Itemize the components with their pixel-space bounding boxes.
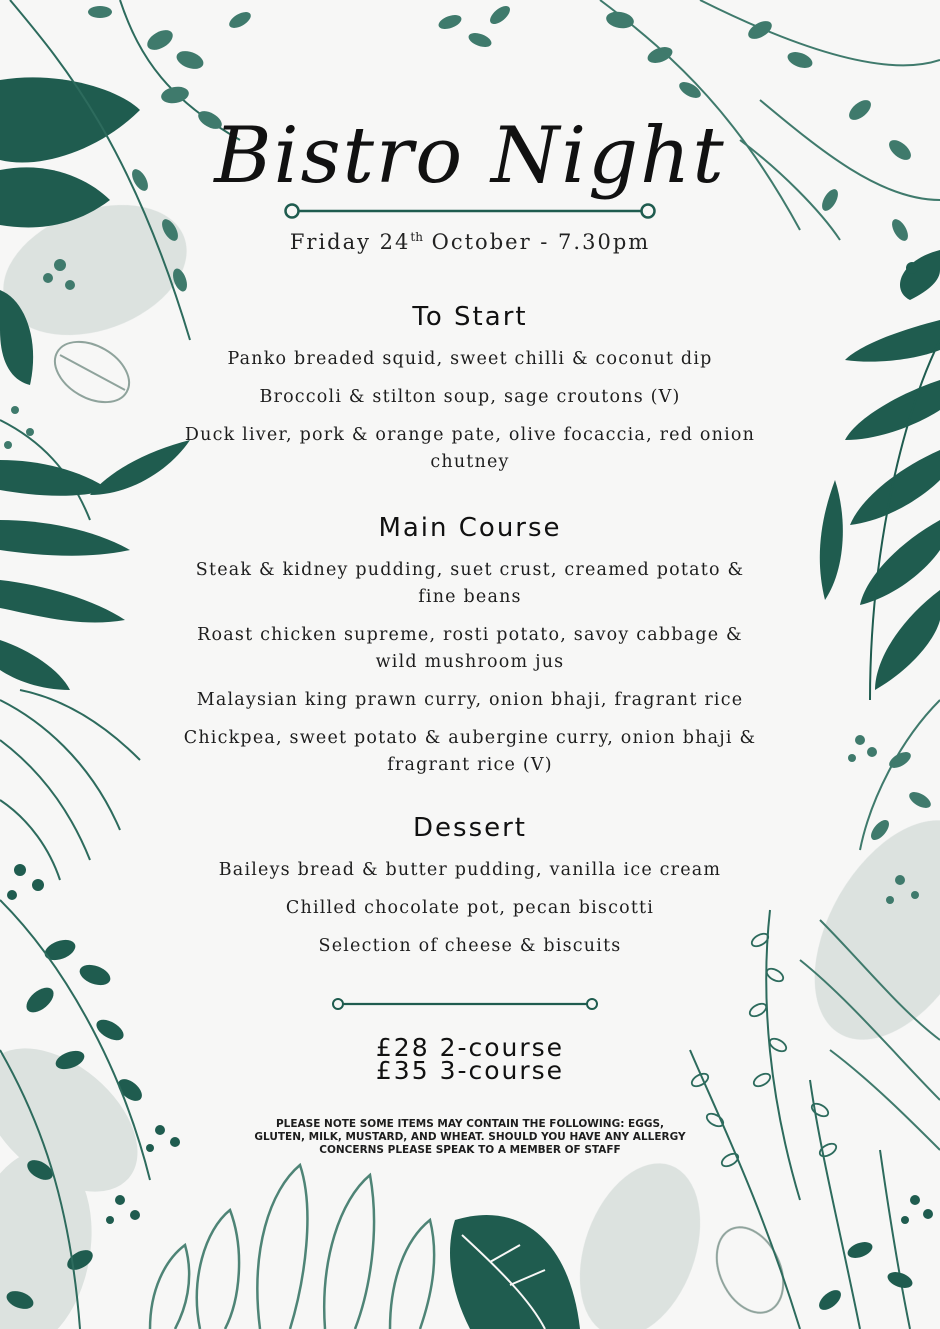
menu-item: Roast chicken supreme, rosti potato, savoy cabbage & wild mushroom jus	[197, 625, 743, 672]
event-time: October - 7.30pm	[431, 230, 651, 254]
menu-item: Baileys bread & butter pudding, vanilla ice cream	[218, 860, 722, 880]
menu-item: Selection of cheese & biscuits	[318, 936, 622, 956]
title-divider	[283, 202, 657, 220]
menu-item: Broccoli & stilton soup, sage croutons (V)	[259, 387, 681, 407]
menu-title: Bistro Night	[214, 111, 726, 201]
menu-item: Steak & kidney pudding, suet crust, creamed potato & fine beans	[195, 560, 745, 607]
section-main-course	[160, 511, 780, 790]
section-heading: Dessert	[413, 813, 527, 843]
menu-item: Chilled chocolate pot, pecan biscotti	[285, 898, 655, 918]
price-three-course: £35 3-course	[375, 1056, 565, 1085]
price-divider	[330, 996, 600, 1012]
price-list	[0, 1033, 940, 1085]
event-day-suffix: th	[410, 230, 423, 244]
menu-item: Duck liver, pork & orange pate, olive focaccia, red onion chutney	[184, 425, 756, 472]
section-heading: To Start	[412, 302, 528, 332]
menu-item: Chickpea, sweet potato & aubergine curry, onion bhaji & fragrant rice (V)	[183, 728, 757, 775]
menu-item: Malaysian king prawn curry, onion bhaji, fragrant rice	[196, 690, 744, 710]
section-to-start	[160, 300, 780, 487]
event-day: Friday 24	[289, 230, 411, 254]
price-two-course: £28 2-course	[375, 1033, 565, 1062]
menu-item: Panko breaded squid, sweet chilli & coconut dip	[227, 349, 713, 369]
allergy-notice: PLEASE NOTE SOME ITEMS MAY CONTAIN THE FOLLOWING: EGGS, GLUTEN, MILK, MUSTARD, AND WHEAT. SHOULD YOU HAVE ANY ALLERGY CONCERNS PLEASE SPEAK TO A MEMBER OF STAFF	[254, 1118, 686, 1156]
event-date	[0, 230, 940, 254]
section-heading: Main Course	[378, 513, 562, 543]
section-dessert	[160, 811, 780, 971]
